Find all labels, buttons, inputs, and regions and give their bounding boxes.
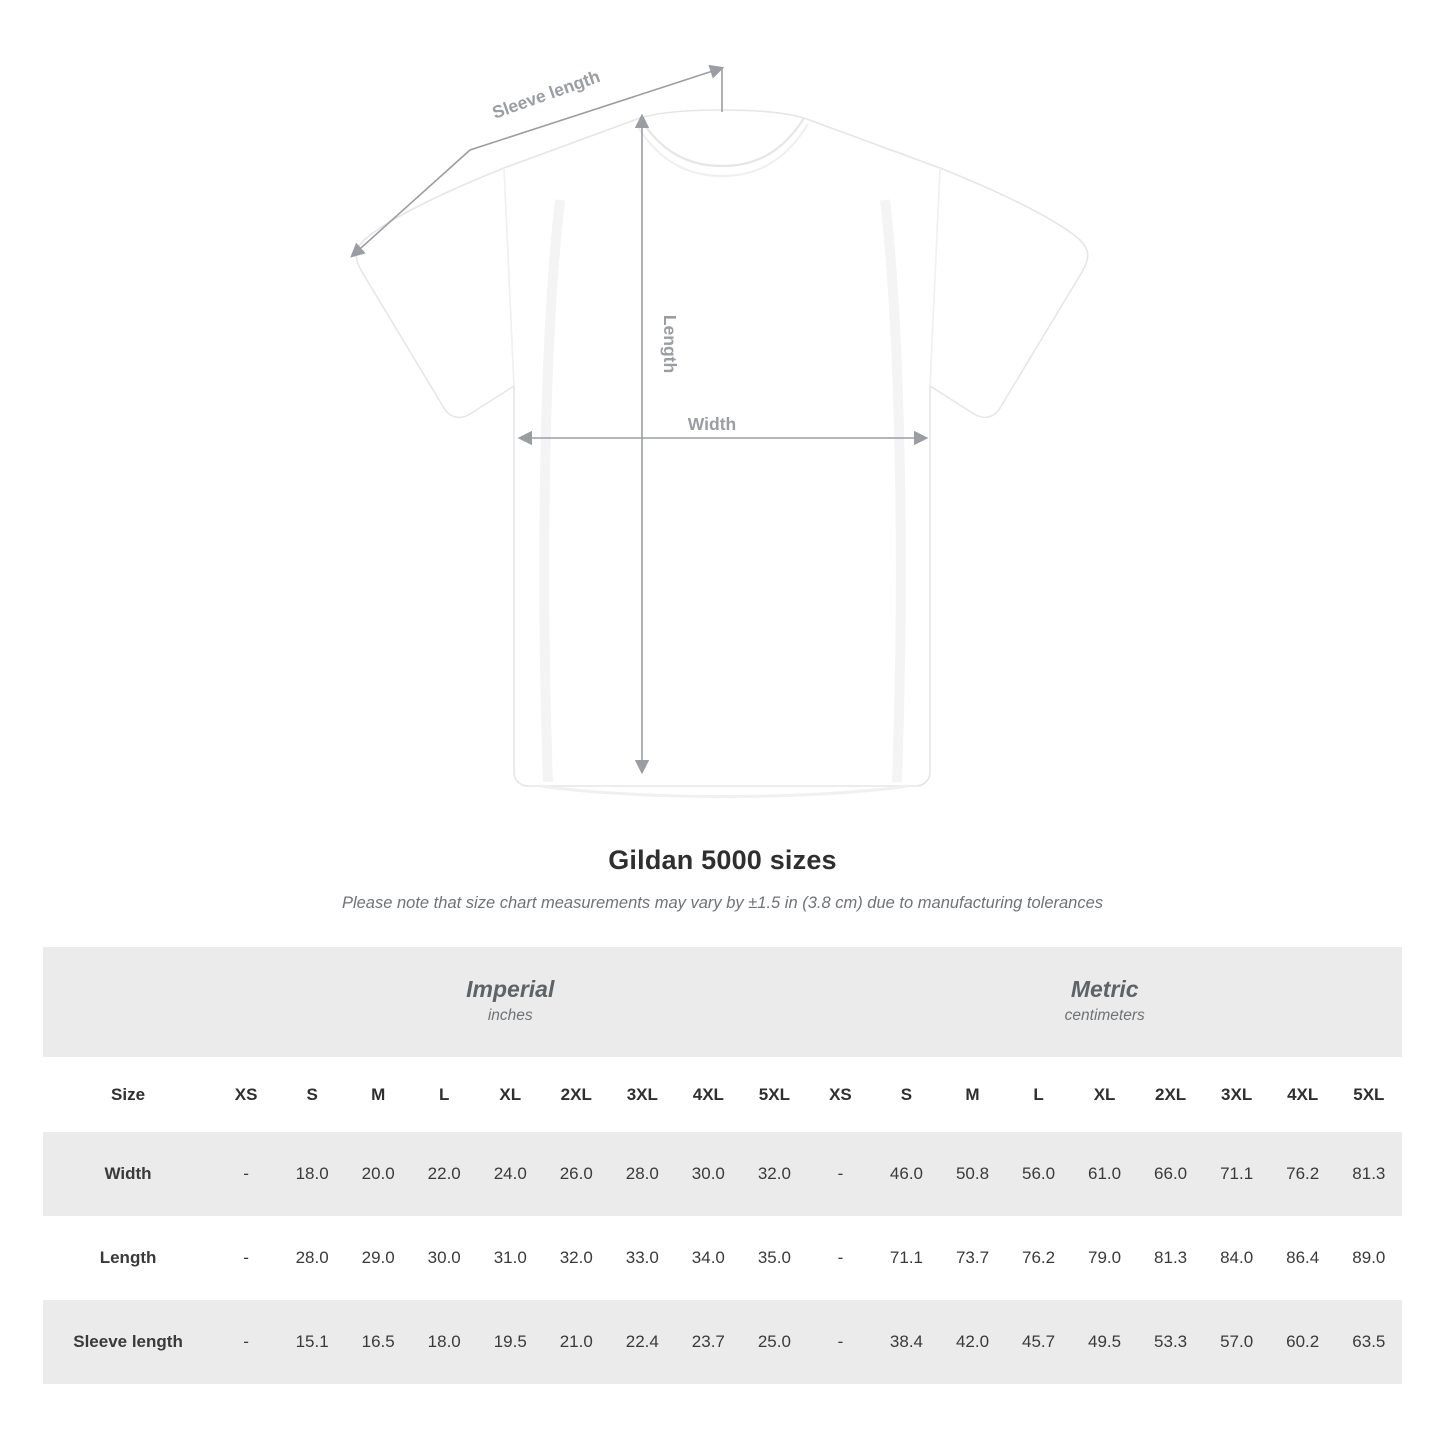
size-header-row bbox=[43, 1057, 1402, 1132]
cell-length-imperial-xs: - bbox=[213, 1216, 279, 1300]
tolerance-note: Please note that size chart measurements may vary by ±1.5 in (3.8 cm) due to manufacturing tolerances bbox=[341, 894, 1104, 912]
cell-length-imperial-5xl: 35.0 bbox=[741, 1216, 807, 1300]
cell-width-metric-xs: - bbox=[807, 1132, 873, 1216]
cell-width-metric-5xl: 81.3 bbox=[1336, 1132, 1402, 1216]
cell-width-metric-2xl: 66.0 bbox=[1138, 1132, 1204, 1216]
col-header-imperial-xl: XL bbox=[477, 1057, 543, 1132]
cell-width-metric-m: 50.8 bbox=[939, 1132, 1005, 1216]
col-header-metric-l: L bbox=[1006, 1057, 1072, 1132]
cell-sleeve-imperial-4xl: 23.7 bbox=[675, 1300, 741, 1384]
cell-sleeve-metric-4xl: 60.2 bbox=[1270, 1300, 1336, 1384]
cell-length-imperial-s: 28.0 bbox=[279, 1216, 345, 1300]
cell-length-metric-4xl: 86.4 bbox=[1270, 1216, 1336, 1300]
cell-sleeve-imperial-3xl: 22.4 bbox=[609, 1300, 675, 1384]
unit-group-metric bbox=[807, 947, 1402, 1057]
unit-header-row bbox=[43, 947, 1402, 1057]
cell-width-metric-4xl: 76.2 bbox=[1270, 1132, 1336, 1216]
cell-sleeve-imperial-xl: 19.5 bbox=[477, 1300, 543, 1384]
col-header-imperial-5xl: 5XL bbox=[741, 1057, 807, 1132]
cell-length-imperial-3xl: 33.0 bbox=[609, 1216, 675, 1300]
col-header-metric-5xl: 5XL bbox=[1336, 1057, 1402, 1132]
cell-width-imperial-xl: 24.0 bbox=[477, 1132, 543, 1216]
cell-width-imperial-l: 22.0 bbox=[411, 1132, 477, 1216]
cell-length-imperial-4xl: 34.0 bbox=[675, 1216, 741, 1300]
col-header-imperial-m: M bbox=[345, 1057, 411, 1132]
row-label-width: Width bbox=[43, 1132, 213, 1216]
cell-width-imperial-4xl: 30.0 bbox=[675, 1132, 741, 1216]
cell-length-metric-3xl: 84.0 bbox=[1204, 1216, 1270, 1300]
cell-sleeve-metric-5xl: 63.5 bbox=[1336, 1300, 1402, 1384]
row-label-sleeve-length: Sleeve length bbox=[43, 1300, 213, 1384]
cell-length-imperial-2xl: 32.0 bbox=[543, 1216, 609, 1300]
unit-group-imperial bbox=[213, 947, 807, 1057]
cell-sleeve-metric-3xl: 57.0 bbox=[1204, 1300, 1270, 1384]
col-header-metric-xs: XS bbox=[807, 1057, 873, 1132]
col-header-metric-2xl: 2XL bbox=[1138, 1057, 1204, 1132]
cell-width-imperial-2xl: 26.0 bbox=[543, 1132, 609, 1216]
size-table-container bbox=[43, 947, 1402, 1384]
cell-sleeve-metric-2xl: 53.3 bbox=[1138, 1300, 1204, 1384]
col-header-imperial-4xl: 4XL bbox=[675, 1057, 741, 1132]
size-table bbox=[43, 947, 1402, 1384]
table-row-length bbox=[43, 1216, 1402, 1300]
cell-width-metric-s: 46.0 bbox=[873, 1132, 939, 1216]
col-header-metric-xl: XL bbox=[1072, 1057, 1138, 1132]
cell-length-imperial-l: 30.0 bbox=[411, 1216, 477, 1300]
col-header-imperial-xs: XS bbox=[213, 1057, 279, 1132]
row-label-length: Length bbox=[43, 1216, 213, 1300]
cell-width-metric-3xl: 71.1 bbox=[1204, 1132, 1270, 1216]
table-row-sleeve-length bbox=[43, 1300, 1402, 1384]
page-title: Gildan 5000 sizes bbox=[608, 845, 837, 875]
title-block bbox=[0, 845, 1445, 913]
cell-width-metric-xl: 61.0 bbox=[1072, 1132, 1138, 1216]
cell-sleeve-imperial-s: 15.1 bbox=[279, 1300, 345, 1384]
col-header-metric-s: S bbox=[873, 1057, 939, 1132]
cell-length-imperial-m: 29.0 bbox=[345, 1216, 411, 1300]
cell-length-metric-2xl: 81.3 bbox=[1138, 1216, 1204, 1300]
width-label: Width bbox=[687, 414, 737, 434]
col-header-imperial-s: S bbox=[279, 1057, 345, 1132]
length-label: Length bbox=[660, 314, 680, 374]
cell-width-imperial-xs: - bbox=[213, 1132, 279, 1216]
unit-sub-imperial: inches bbox=[487, 1006, 533, 1024]
col-header-imperial-2xl: 2XL bbox=[543, 1057, 609, 1132]
unit-spacer-cell bbox=[43, 947, 213, 1057]
cell-width-imperial-5xl: 32.0 bbox=[741, 1132, 807, 1216]
cell-sleeve-metric-m: 42.0 bbox=[939, 1300, 1005, 1384]
cell-sleeve-imperial-l: 18.0 bbox=[411, 1300, 477, 1384]
cell-sleeve-metric-l: 45.7 bbox=[1006, 1300, 1072, 1384]
cell-length-metric-l: 76.2 bbox=[1006, 1216, 1072, 1300]
col-header-imperial-3xl: 3XL bbox=[609, 1057, 675, 1132]
col-header-metric-m: M bbox=[939, 1057, 1005, 1132]
cell-length-imperial-xl: 31.0 bbox=[477, 1216, 543, 1300]
cell-length-metric-s: 71.1 bbox=[873, 1216, 939, 1300]
cell-width-imperial-m: 20.0 bbox=[345, 1132, 411, 1216]
cell-sleeve-imperial-m: 16.5 bbox=[345, 1300, 411, 1384]
column-header-size: Size bbox=[43, 1057, 213, 1132]
sleeve-length-label: Sleeve length bbox=[489, 66, 603, 123]
cell-width-metric-l: 56.0 bbox=[1006, 1132, 1072, 1216]
cell-sleeve-imperial-5xl: 25.0 bbox=[741, 1300, 807, 1384]
cell-length-metric-m: 73.7 bbox=[939, 1216, 1005, 1300]
cell-length-metric-xl: 79.0 bbox=[1072, 1216, 1138, 1300]
cell-sleeve-metric-xl: 49.5 bbox=[1072, 1300, 1138, 1384]
cell-sleeve-imperial-2xl: 21.0 bbox=[543, 1300, 609, 1384]
cell-length-metric-xs: - bbox=[807, 1216, 873, 1300]
col-header-metric-4xl: 4XL bbox=[1270, 1057, 1336, 1132]
unit-name-metric: Metric bbox=[1070, 976, 1139, 1003]
col-header-metric-3xl: 3XL bbox=[1204, 1057, 1270, 1132]
cell-length-metric-5xl: 89.0 bbox=[1336, 1216, 1402, 1300]
cell-sleeve-metric-xs: - bbox=[807, 1300, 873, 1384]
col-header-imperial-l: L bbox=[411, 1057, 477, 1132]
tshirt-shape bbox=[356, 110, 1088, 797]
cell-width-imperial-3xl: 28.0 bbox=[609, 1132, 675, 1216]
cell-sleeve-metric-s: 38.4 bbox=[873, 1300, 939, 1384]
unit-name-imperial: Imperial bbox=[466, 976, 555, 1003]
table-row-width bbox=[43, 1132, 1402, 1216]
cell-sleeve-imperial-xs: - bbox=[213, 1300, 279, 1384]
cell-width-imperial-s: 18.0 bbox=[279, 1132, 345, 1216]
unit-sub-metric: centimeters bbox=[1064, 1006, 1145, 1024]
